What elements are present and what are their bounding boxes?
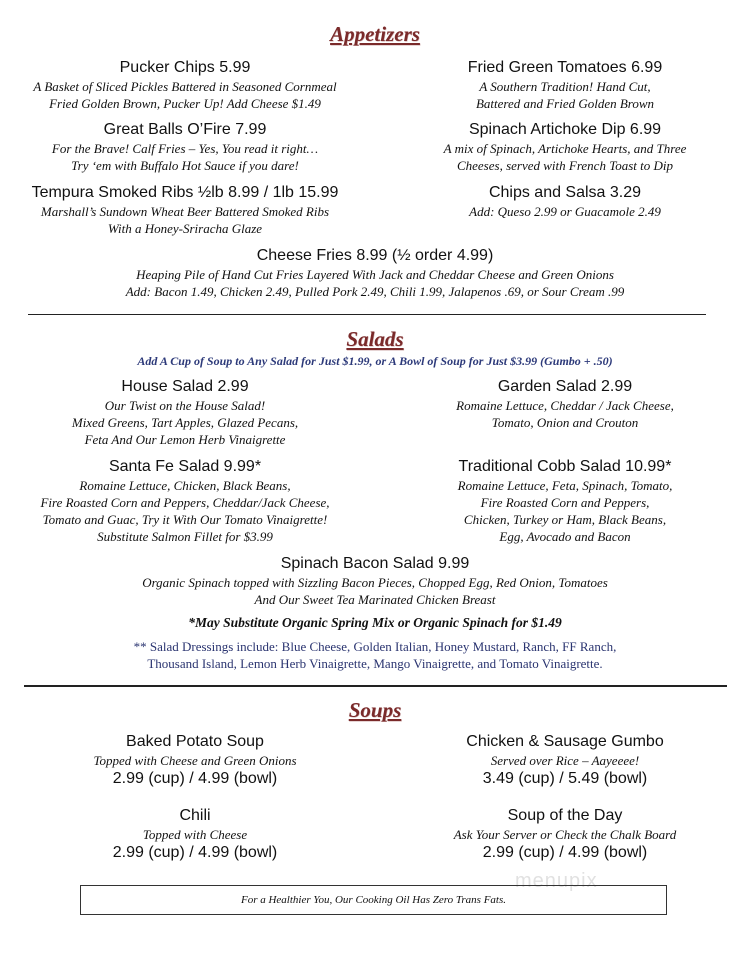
dressings-note bbox=[40, 638, 710, 672]
dressings-line: ** Salad Dressings include: Blue Cheese, Golden Italian, Honey Mustard, Ranch, FF Ranch, bbox=[133, 639, 617, 654]
item-desc: Try ‘em with Buffalo Hot Sauce if you dare! bbox=[71, 158, 299, 173]
item-name: Cheese Fries 8.99 (½ order 4.99) bbox=[256, 247, 494, 264]
section-divider bbox=[28, 314, 706, 315]
item-desc: Romaine Lettuce, Chicken, Black Beans, bbox=[79, 478, 291, 493]
item-desc: Tomato and Guac, Try it With Our Tomato Vinaigrette! bbox=[42, 512, 328, 527]
item-desc: A Basket of Sliced Pickles Battered in Seasoned Cornmeal bbox=[33, 79, 337, 94]
footer-note: For a Healthier You, Our Cooking Oil Has Zero Trans Fats. bbox=[80, 885, 667, 915]
watermark: menupix bbox=[515, 870, 598, 892]
item-desc: A Southern Tradition! Hand Cut, bbox=[479, 79, 651, 94]
section-divider bbox=[24, 685, 727, 687]
item-price: 2.99 (cup) / 4.99 (bowl) bbox=[112, 844, 278, 861]
soups-title: Soups bbox=[348, 698, 402, 722]
menu-item-chips-salsa bbox=[390, 183, 740, 220]
item-name: Chili bbox=[179, 807, 211, 824]
menu-item-great-balls bbox=[10, 120, 360, 174]
menu-item-house-salad bbox=[10, 377, 360, 448]
menu-item-cheese-fries bbox=[20, 246, 730, 300]
item-desc: Topped with Cheese and Green Onions bbox=[93, 753, 297, 768]
item-desc: Organic Spinach topped with Sizzling Bacon Pieces, Chopped Egg, Red Onion, Tomatoes bbox=[142, 575, 608, 590]
item-desc: Topped with Cheese bbox=[142, 827, 248, 842]
substitute-note: *May Substitute Organic Spring Mix or Organic Spinach for $1.49 bbox=[188, 615, 562, 630]
item-name: House Salad 2.99 bbox=[121, 378, 249, 395]
item-name: Tempura Smoked Ribs ½lb 8.99 / 1lb 15.99 bbox=[31, 184, 339, 201]
item-desc: Romaine Lettuce, Feta, Spinach, Tomato, bbox=[457, 478, 673, 493]
menu-item-pucker-chips bbox=[10, 58, 360, 112]
menu-item-garden-salad bbox=[390, 377, 740, 431]
item-desc: Tomato, Onion and Crouton bbox=[491, 415, 639, 430]
item-desc: Romaine Lettuce, Cheddar / Jack Cheese, bbox=[456, 398, 674, 413]
item-name: Spinach Bacon Salad 9.99 bbox=[280, 555, 470, 572]
item-desc: With a Honey-Sriracha Glaze bbox=[107, 221, 263, 236]
salads-title: Salads bbox=[346, 327, 404, 351]
item-desc: Substitute Salmon Fillet for $3.99 bbox=[97, 529, 273, 544]
item-price: 2.99 (cup) / 4.99 (bowl) bbox=[112, 770, 278, 787]
menu-item-spinach-bacon-salad bbox=[20, 554, 730, 608]
item-desc: Chicken, Turkey or Ham, Black Beans, bbox=[463, 512, 667, 527]
item-name: Santa Fe Salad 9.99* bbox=[108, 458, 262, 475]
menu-item-tempura-ribs bbox=[10, 183, 360, 237]
item-desc: Add: Queso 2.99 or Guacamole 2.49 bbox=[469, 204, 661, 219]
item-name: Baked Potato Soup bbox=[126, 733, 264, 750]
item-name: Chips and Salsa 3.29 bbox=[488, 184, 642, 201]
item-desc: Served over Rice – Aayeeee! bbox=[490, 753, 640, 768]
item-price: 3.49 (cup) / 5.49 (bowl) bbox=[482, 770, 648, 787]
item-name: Garden Salad 2.99 bbox=[497, 378, 633, 395]
item-name: Great Balls O’Fire 7.99 bbox=[103, 121, 267, 138]
item-name: Traditional Cobb Salad 10.99* bbox=[458, 458, 672, 475]
appetizers-title: Appetizers bbox=[330, 22, 420, 46]
item-name: Pucker Chips 5.99 bbox=[119, 59, 251, 76]
item-desc: Egg, Avocado and Bacon bbox=[499, 529, 631, 544]
item-name: Chicken & Sausage Gumbo bbox=[466, 733, 664, 750]
menu-item-santa-fe-salad bbox=[10, 457, 360, 545]
item-price: 2.99 (cup) / 4.99 (bowl) bbox=[482, 844, 648, 861]
item-desc: Fire Roasted Corn and Peppers, Cheddar/Jack Cheese, bbox=[40, 495, 330, 510]
item-desc: Add: Bacon 1.49, Chicken 2.49, Pulled Pork 2.49, Chili 1.99, Jalapenos .69, or Sour Cream .99 bbox=[125, 284, 625, 299]
menu-item-soup-of-the-day bbox=[390, 806, 740, 863]
menu-item-baked-potato-soup bbox=[20, 732, 370, 789]
menu-item-cobb-salad bbox=[390, 457, 740, 545]
soup-add-note: Add A Cup of Soup to Any Salad for Just $1.99, or A Bowl of Soup for Just $3.99 (Gumbo + .50) bbox=[137, 354, 613, 368]
item-name: Fried Green Tomatoes 6.99 bbox=[467, 59, 663, 76]
menu-item-fried-green-tomatoes bbox=[390, 58, 740, 112]
item-desc: Marshall’s Sundown Wheat Beer Battered Smoked Ribs bbox=[40, 204, 330, 219]
item-desc: Cheeses, served with French Toast to Dip bbox=[456, 158, 674, 173]
menu-item-gumbo bbox=[390, 732, 740, 789]
item-desc: And Our Sweet Tea Marinated Chicken Breast bbox=[254, 592, 496, 607]
item-desc: A mix of Spinach, Artichoke Hearts, and Three bbox=[443, 141, 687, 156]
item-name: Spinach Artichoke Dip 6.99 bbox=[468, 121, 662, 138]
item-desc: Battered and Fried Golden Brown bbox=[475, 96, 655, 111]
menu-item-spinach-dip bbox=[390, 120, 740, 174]
dressings-line: Thousand Island, Lemon Herb Vinaigrette, Mango Vinaigrette, and Tomato Vinaigrette. bbox=[147, 656, 603, 671]
menu-item-chili bbox=[20, 806, 370, 863]
item-desc: Our Twist on the House Salad! bbox=[104, 398, 266, 413]
item-desc: Fried Golden Brown, Pucker Up! Add Cheese $1.49 bbox=[49, 96, 321, 111]
item-desc: Fire Roasted Corn and Peppers, bbox=[480, 495, 650, 510]
item-desc: For the Brave! Calf Fries – Yes, You read it right… bbox=[51, 141, 319, 156]
item-desc: Feta And Our Lemon Herb Vinaigrette bbox=[84, 432, 286, 447]
item-desc: Mixed Greens, Tart Apples, Glazed Pecans, bbox=[71, 415, 299, 430]
item-desc: Heaping Pile of Hand Cut Fries Layered With Jack and Cheddar Cheese and Green Onions bbox=[136, 267, 614, 282]
item-name: Soup of the Day bbox=[507, 807, 623, 824]
item-desc: Ask Your Server or Check the Chalk Board bbox=[453, 827, 677, 842]
